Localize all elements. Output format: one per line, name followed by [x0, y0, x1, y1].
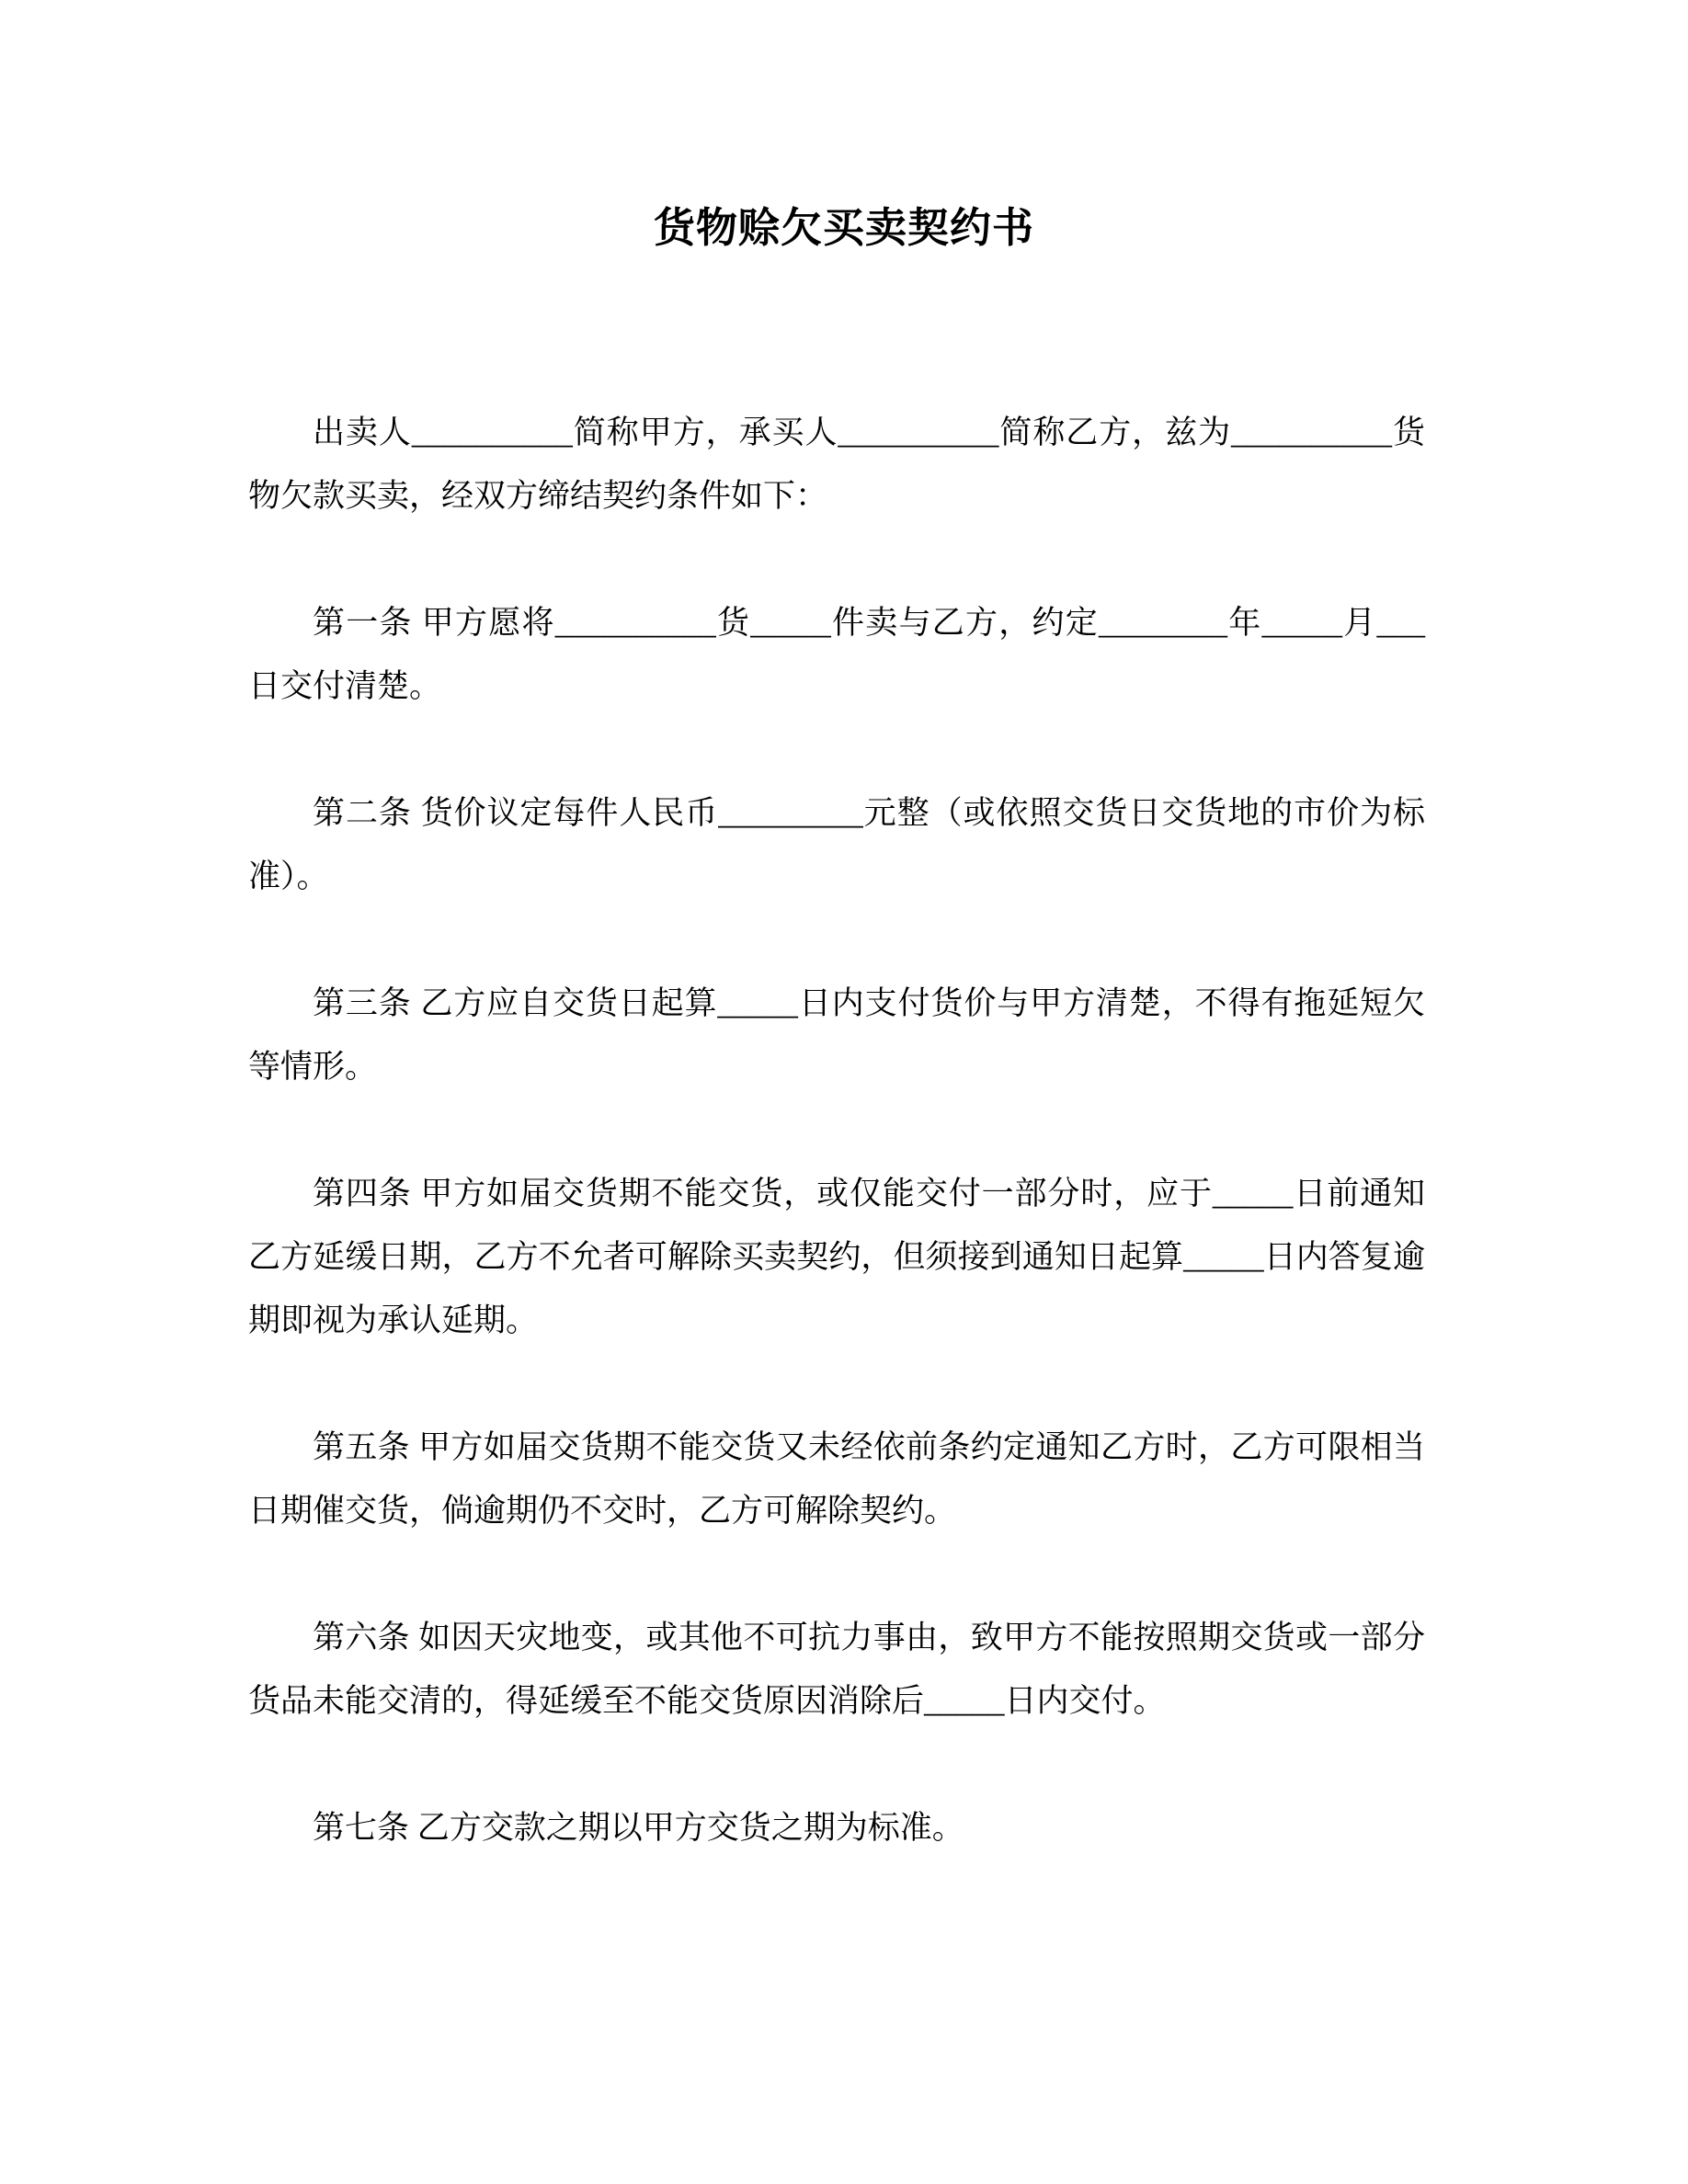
article-6-paragraph: [248, 1606, 1425, 1733]
paragraph-line: 货品未能交清的，得延缓至不能交货原因消除后_____日内交付。: [248, 1683, 1166, 1719]
preamble-paragraph: [248, 401, 1425, 528]
article-1-paragraph: [248, 591, 1425, 718]
paragraph-line: 期即视为承认延期。: [248, 1302, 539, 1338]
paragraph-line: 日交付清楚。: [248, 668, 442, 704]
contract-body: [248, 401, 1425, 1923]
paragraph-line: 第三条 乙方应自交货日起算_____日内支付货价与甲方清楚，不得有拖延短欠: [313, 985, 1425, 1021]
paragraph-line: 第六条 如因天灾地变，或其他不可抗力事由，致甲方不能按照期交货或一部分: [313, 1620, 1425, 1655]
article-4-paragraph: [248, 1162, 1425, 1352]
paragraph-line: 日期催交货，倘逾期仍不交时，乙方可解除契约。: [248, 1493, 957, 1529]
paragraph-line: 物欠款买卖，经双方缔结契约条件如下：: [248, 478, 828, 514]
document-title: 货物赊欠买卖契约书: [653, 205, 1034, 251]
article-2-paragraph: [248, 781, 1425, 908]
paragraph-line: 准）。: [248, 859, 329, 894]
article-7-paragraph: [248, 1796, 1425, 1860]
paragraph-line: 第二条 货价议定每件人民币_________元整（或依照交货日交货地的市价为标: [313, 795, 1425, 831]
paragraph-line: 第四条 甲方如届交货期不能交货，或仅能交付一部分时，应于_____日前通知: [313, 1176, 1425, 1211]
paragraph-line: 出卖人__________简称甲方，承买人__________简称乙方，兹为__________货: [313, 415, 1425, 450]
paragraph-line: 第一条 甲方愿将__________货_____件卖与乙方，约定________年_____月___: [313, 605, 1425, 641]
paragraph-line: 等情形。: [248, 1049, 378, 1085]
article-3-paragraph: [248, 972, 1425, 1098]
paragraph-line: 第七条 乙方交款之期以甲方交货之期为标准。: [313, 1810, 964, 1846]
article-5-paragraph: [248, 1416, 1425, 1542]
paragraph-line: 第五条 甲方如届交货期不能交货又未经依前条约定通知乙方时，乙方可限相当: [313, 1429, 1425, 1465]
paragraph-line: 乙方延缓日期，乙方不允者可解除买卖契约，但须接到通知日起算_____日内答复逾: [248, 1239, 1425, 1275]
